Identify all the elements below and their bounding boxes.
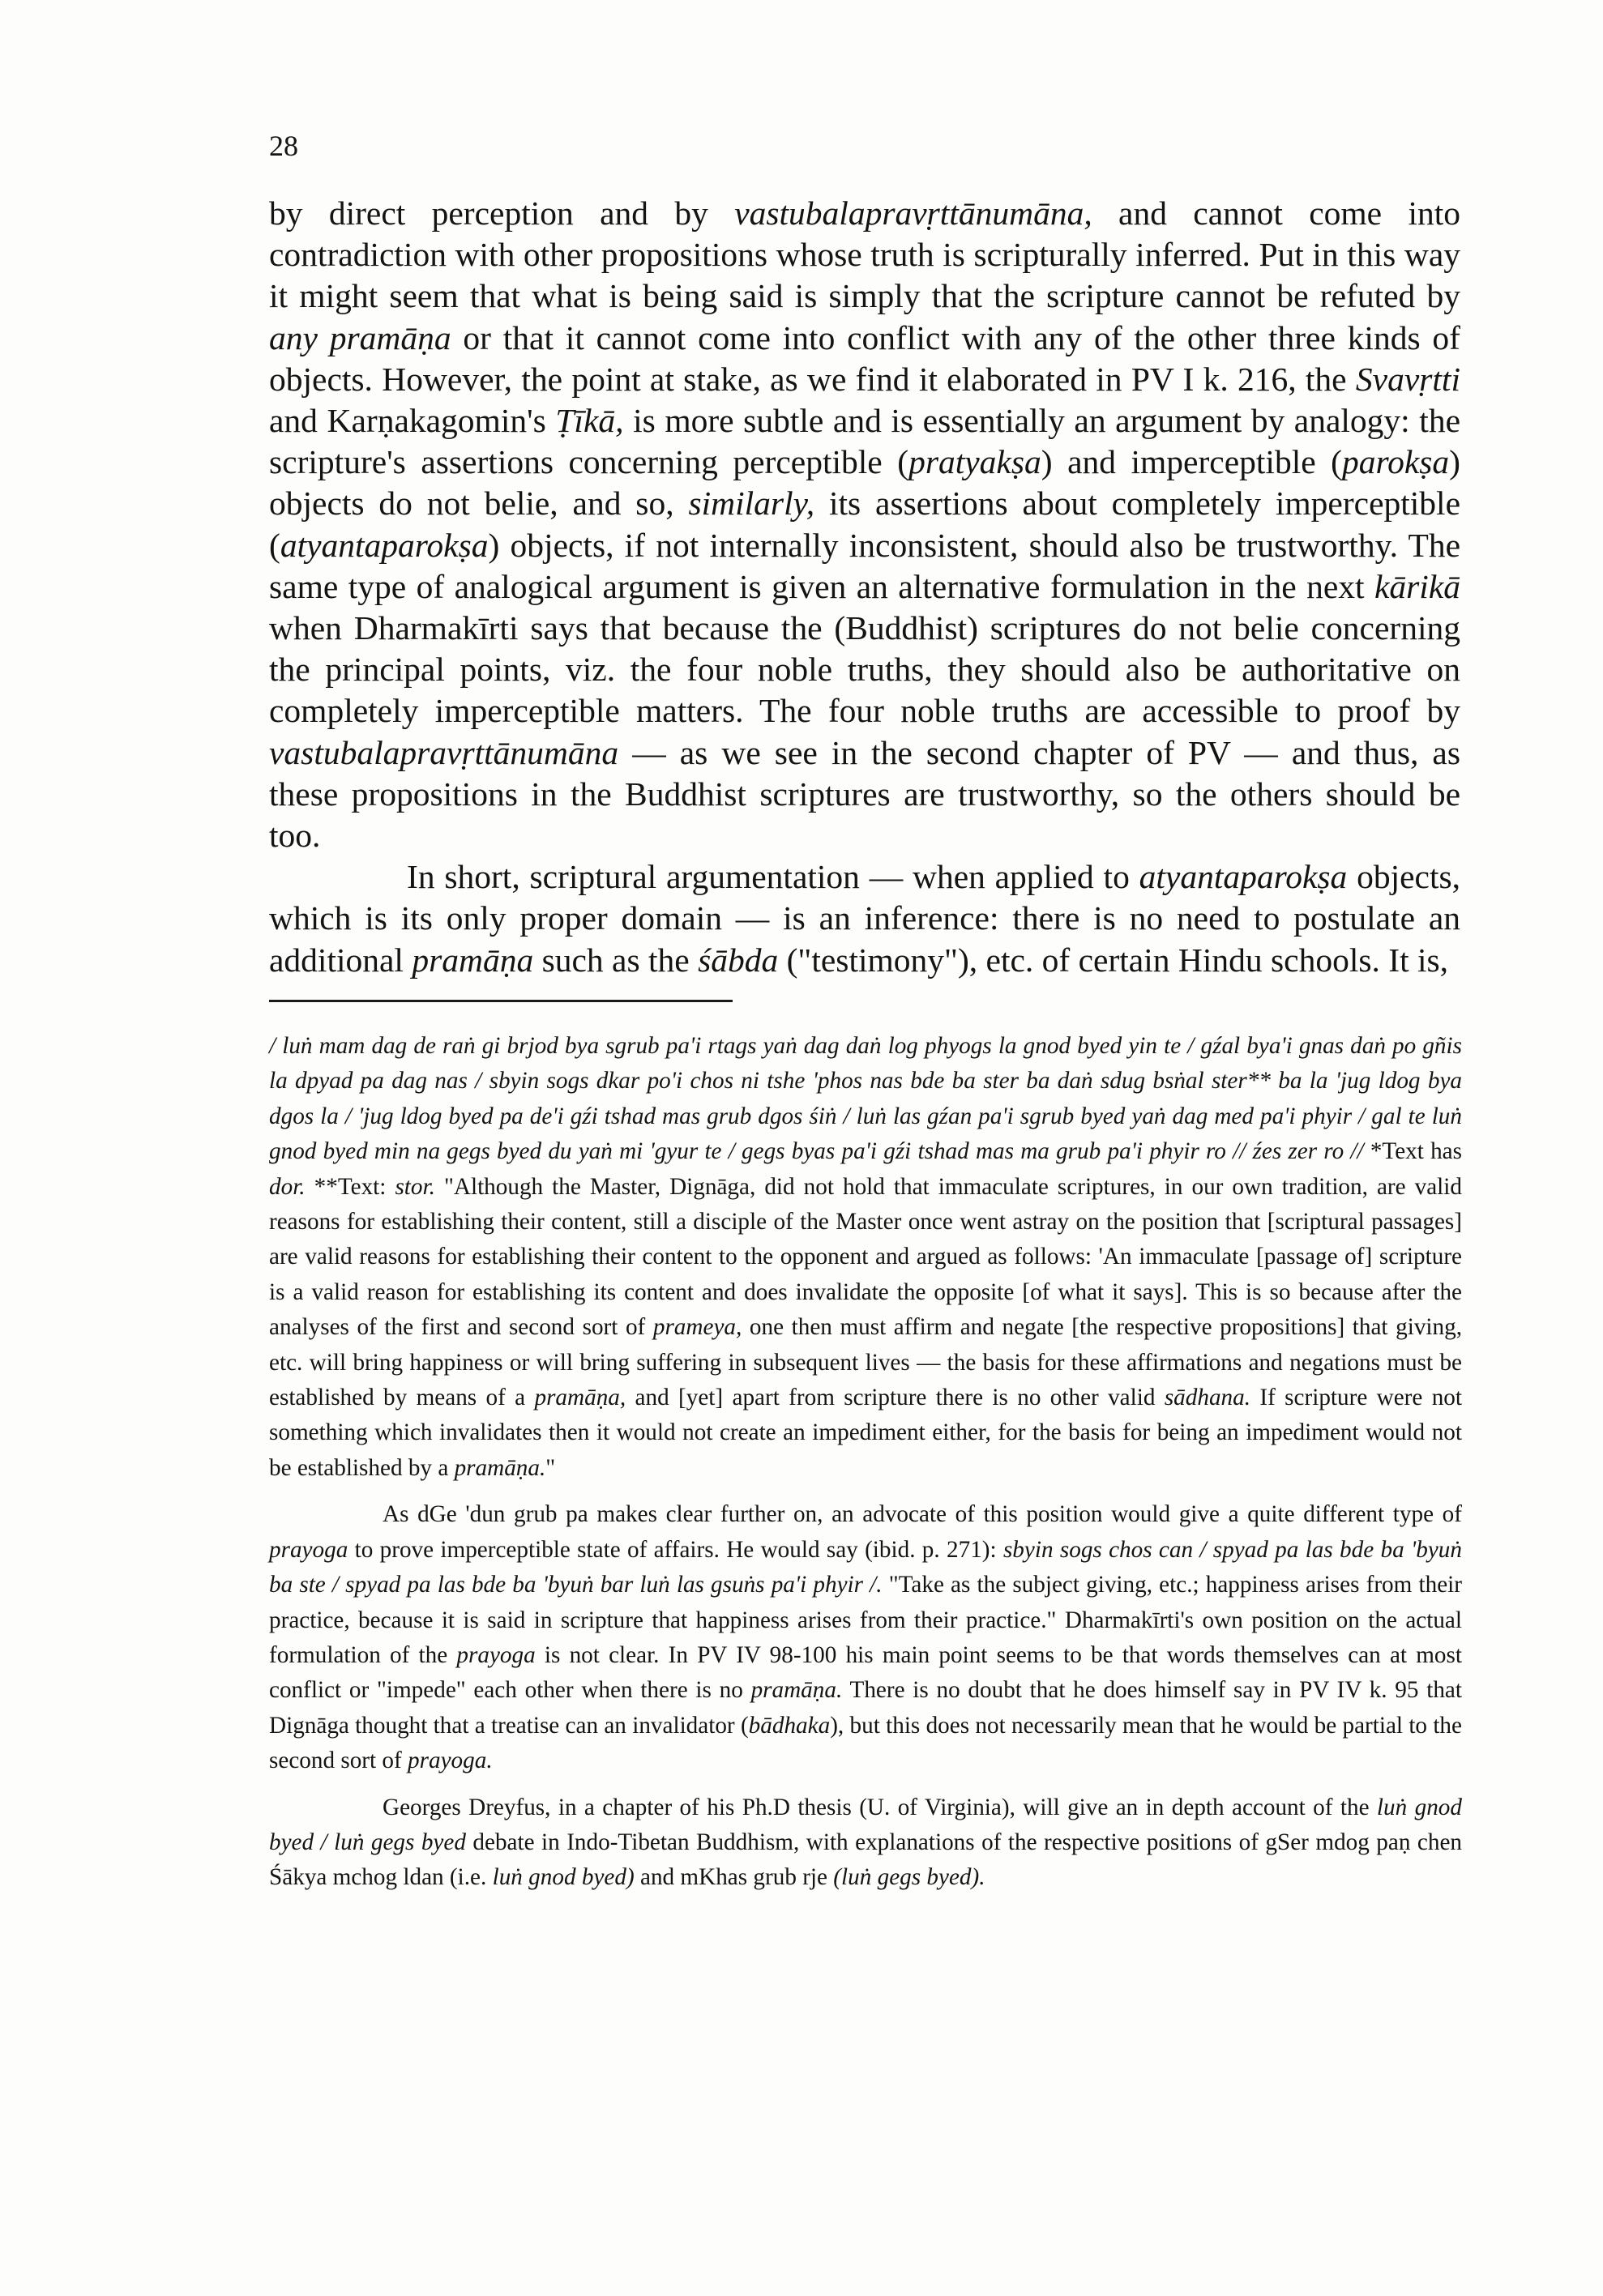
text-run: As dGe 'dun grub pa makes clear further on, an advocate of this position would give a quite different type of xyxy=(383,1501,1462,1528)
italic-text: sbyin sogs chos can / spyad pa las bde ba 'byuṅ ba ste / spyad pa las bde ba 'byuṅ bar luṅ las gsuṅs pa'i phyir /. xyxy=(269,1536,1462,1598)
italic-text: prameya, xyxy=(652,1314,742,1341)
italic-text: similarly, xyxy=(688,484,815,523)
text-run: is more subtle and is essentially an argument by analogy: the scripture's assertions concerning perceptible ( xyxy=(269,402,1460,481)
footnotes xyxy=(269,1029,1462,1896)
main-text xyxy=(269,193,1460,981)
text-run: and [yet] apart from scripture there is no other valid xyxy=(626,1385,1165,1411)
text-run: If scripture were not something which invalidates then it would not create an impediment either, for the basis for being an impediment would not be established by a xyxy=(269,1385,1462,1481)
text-run: ) and imperceptible ( xyxy=(1041,443,1342,481)
italic-text: (luṅ gegs byed). xyxy=(833,1864,985,1891)
italic-text: prayoga xyxy=(269,1536,348,1563)
text-run: its assertions about completely imperceptible ( xyxy=(269,484,1460,564)
italic-text: pramāṇa. xyxy=(750,1677,843,1704)
text-run: ), but this does not necessarily mean that he would be partial to the second sort of xyxy=(269,1712,1462,1774)
text-run: objects, which is its only proper domain — is an inference: there is no need to postulate an additional xyxy=(269,858,1460,979)
text-run: to prove imperceptible state of affairs. He would say (ibid. p. 271): xyxy=(348,1536,1003,1563)
text-run: "Although the Master, Dignāga, did not hold that immaculate scriptures, in our own tradition, are valid reasons for establishing their content, still a disciple of the Master once went astray on the position that [scriptural passages] are valid reasons for establishing their content to the opponent and argued as follows: 'An immaculate [passage of] scripture is a valid reason for establishing its content and does invalidate the opposite [of what it says]. This is so because after the analyses of the first and second sort of xyxy=(269,1173,1462,1341)
text-run: ("testimony"), etc. of certain Hindu schools. It is, xyxy=(778,941,1449,979)
italic-text: Ṭīkā, xyxy=(555,402,624,440)
text-run: There is no doubt that he does himself say in PV IV k. 95 that Dignāga thought that a treatise can an invalidator ( xyxy=(269,1677,1462,1739)
text-run: ) objects, if not internally inconsistent, should also be trustworthy. The same type of analogical argument is given an alternative formulation in the next xyxy=(269,526,1460,605)
italic-text: pramāṇa. xyxy=(454,1454,546,1481)
body-paragraph xyxy=(269,193,1460,856)
text-run: by direct perception and by xyxy=(269,194,735,232)
italic-text: vastubalapravṛttānumāna xyxy=(269,733,619,771)
text-run: Georges Dreyfus, in a chapter of his Ph.D thesis (U. of Virginia), will give an in depth account of the xyxy=(383,1794,1377,1820)
italic-text: luṅ gnod byed / luṅ gegs byed xyxy=(269,1794,1462,1855)
italic-text: luṅ gnod byed) xyxy=(492,1864,635,1891)
italic-text: prayoga xyxy=(456,1641,536,1668)
text-run: — as we see in the second chapter of PV — and thus, as these propositions in the Buddhist scriptures are trustworthy, so the others should be too. xyxy=(269,733,1460,855)
footnote-paragraph xyxy=(269,1029,1462,1486)
italic-text: prayoga. xyxy=(408,1748,493,1774)
italic-text: dor. xyxy=(269,1173,306,1200)
text-run: ) objects do not belie, and so, xyxy=(269,443,1460,523)
text-run: such as the xyxy=(533,941,699,979)
italic-text: sādhana. xyxy=(1164,1385,1251,1411)
text-run: is not clear. In PV IV 98-100 his main point seems to be that words themselves can at most conflict or "impede" each other when there is no xyxy=(269,1641,1462,1704)
text-run: and mKhas grub rje xyxy=(634,1864,834,1891)
text-run: In short, scriptural argumentation — when applied to xyxy=(407,858,1139,896)
text-run: **Text: xyxy=(305,1173,395,1200)
italic-text: parokṣa xyxy=(1341,443,1450,481)
text-run: *Text has xyxy=(1363,1138,1462,1165)
italic-text: pratyakṣa xyxy=(908,443,1041,481)
text-run: and Karṇakagomin's xyxy=(269,402,556,440)
text-run: when Dharmakīrti says that because the (Buddhist) scriptures do not belie concerning the principal points, viz. the four noble truths, they should also be authoritative on completely imperceptible matters. The four noble truths are accessible to proof by xyxy=(269,609,1460,730)
footnote-paragraph xyxy=(269,1497,1462,1778)
text-run: one then must affirm and negate [the respective propositions] that giving, etc. will bring happiness or will bring suffering in subsequent lives — the basis for these affirmations and negations must be established by means of a xyxy=(269,1314,1463,1411)
italic-text: atyantaparokṣa xyxy=(280,526,489,564)
italic-text: kārikā xyxy=(1374,567,1460,605)
italic-text: Svavṛtti xyxy=(1355,360,1460,398)
italic-text: / luṅ mam dag de raṅ gi brjod bya sgrub pa'i rtags yaṅ dag daṅ log phyogs la gnod byed yin te / gźal bya'i gnas daṅ po gñis la dpyad pa dag nas / sbyin sogs dkar po'i chos ni tshe 'phos nas bde ba ster ba daṅ sdug bsṅal ster** ba la 'jug ldog bya dgos la / 'jug ldog byed pa de'i gźi tshad mas grub dgos śiṅ / luṅ las gźan pa'i sgrub byed yaṅ dag med pa'i phyir / gal te luṅ gnod byed min na gegs byed du yaṅ mi 'gyur te / gegs byas pa'i gźi tshad mas ma grub pa'i phyir ro // źes zer ro // xyxy=(269,1033,1462,1165)
italic-text: stor. xyxy=(395,1173,435,1200)
text-run: " xyxy=(545,1454,556,1481)
text-run: debate in Indo-Tibetan Buddhism, with explanations of the respective positions of gSer mdog paṇ chen Śākya mchog ldan (i.e. xyxy=(269,1829,1463,1891)
italic-text: atyantaparokṣa xyxy=(1139,858,1348,896)
italic-text: śābda xyxy=(698,941,779,979)
text-run: and cannot come into contradiction with other propositions whose truth is scripturally inferred. Put in this way it might seem that what is being said is simply that the scripture cannot be refuted by xyxy=(269,194,1460,315)
italic-text: vastubalapravṛttānumāna, xyxy=(734,194,1092,232)
italic-text: any pramāṇa xyxy=(269,318,451,356)
italic-text: bādhaka xyxy=(748,1712,831,1739)
page-number: 28 xyxy=(269,130,298,162)
italic-text: pramāṇa, xyxy=(534,1385,626,1411)
italic-text: pramāṇa xyxy=(412,941,534,979)
text-run: "Take as the subject giving, etc.; happiness arises from their practice, because it is said in scripture that happiness arises from their practice." Dharmakīrti's own position on the actual formulation of the xyxy=(269,1572,1462,1668)
footnote-paragraph xyxy=(269,1790,1462,1896)
body-paragraph xyxy=(269,856,1460,981)
footnote-separator xyxy=(269,1000,733,1002)
text-run: or that it cannot come into conflict with any of the other three kinds of objects. However, the point at stake, as we find it elaborated in PV I k. 216, the xyxy=(269,318,1460,398)
